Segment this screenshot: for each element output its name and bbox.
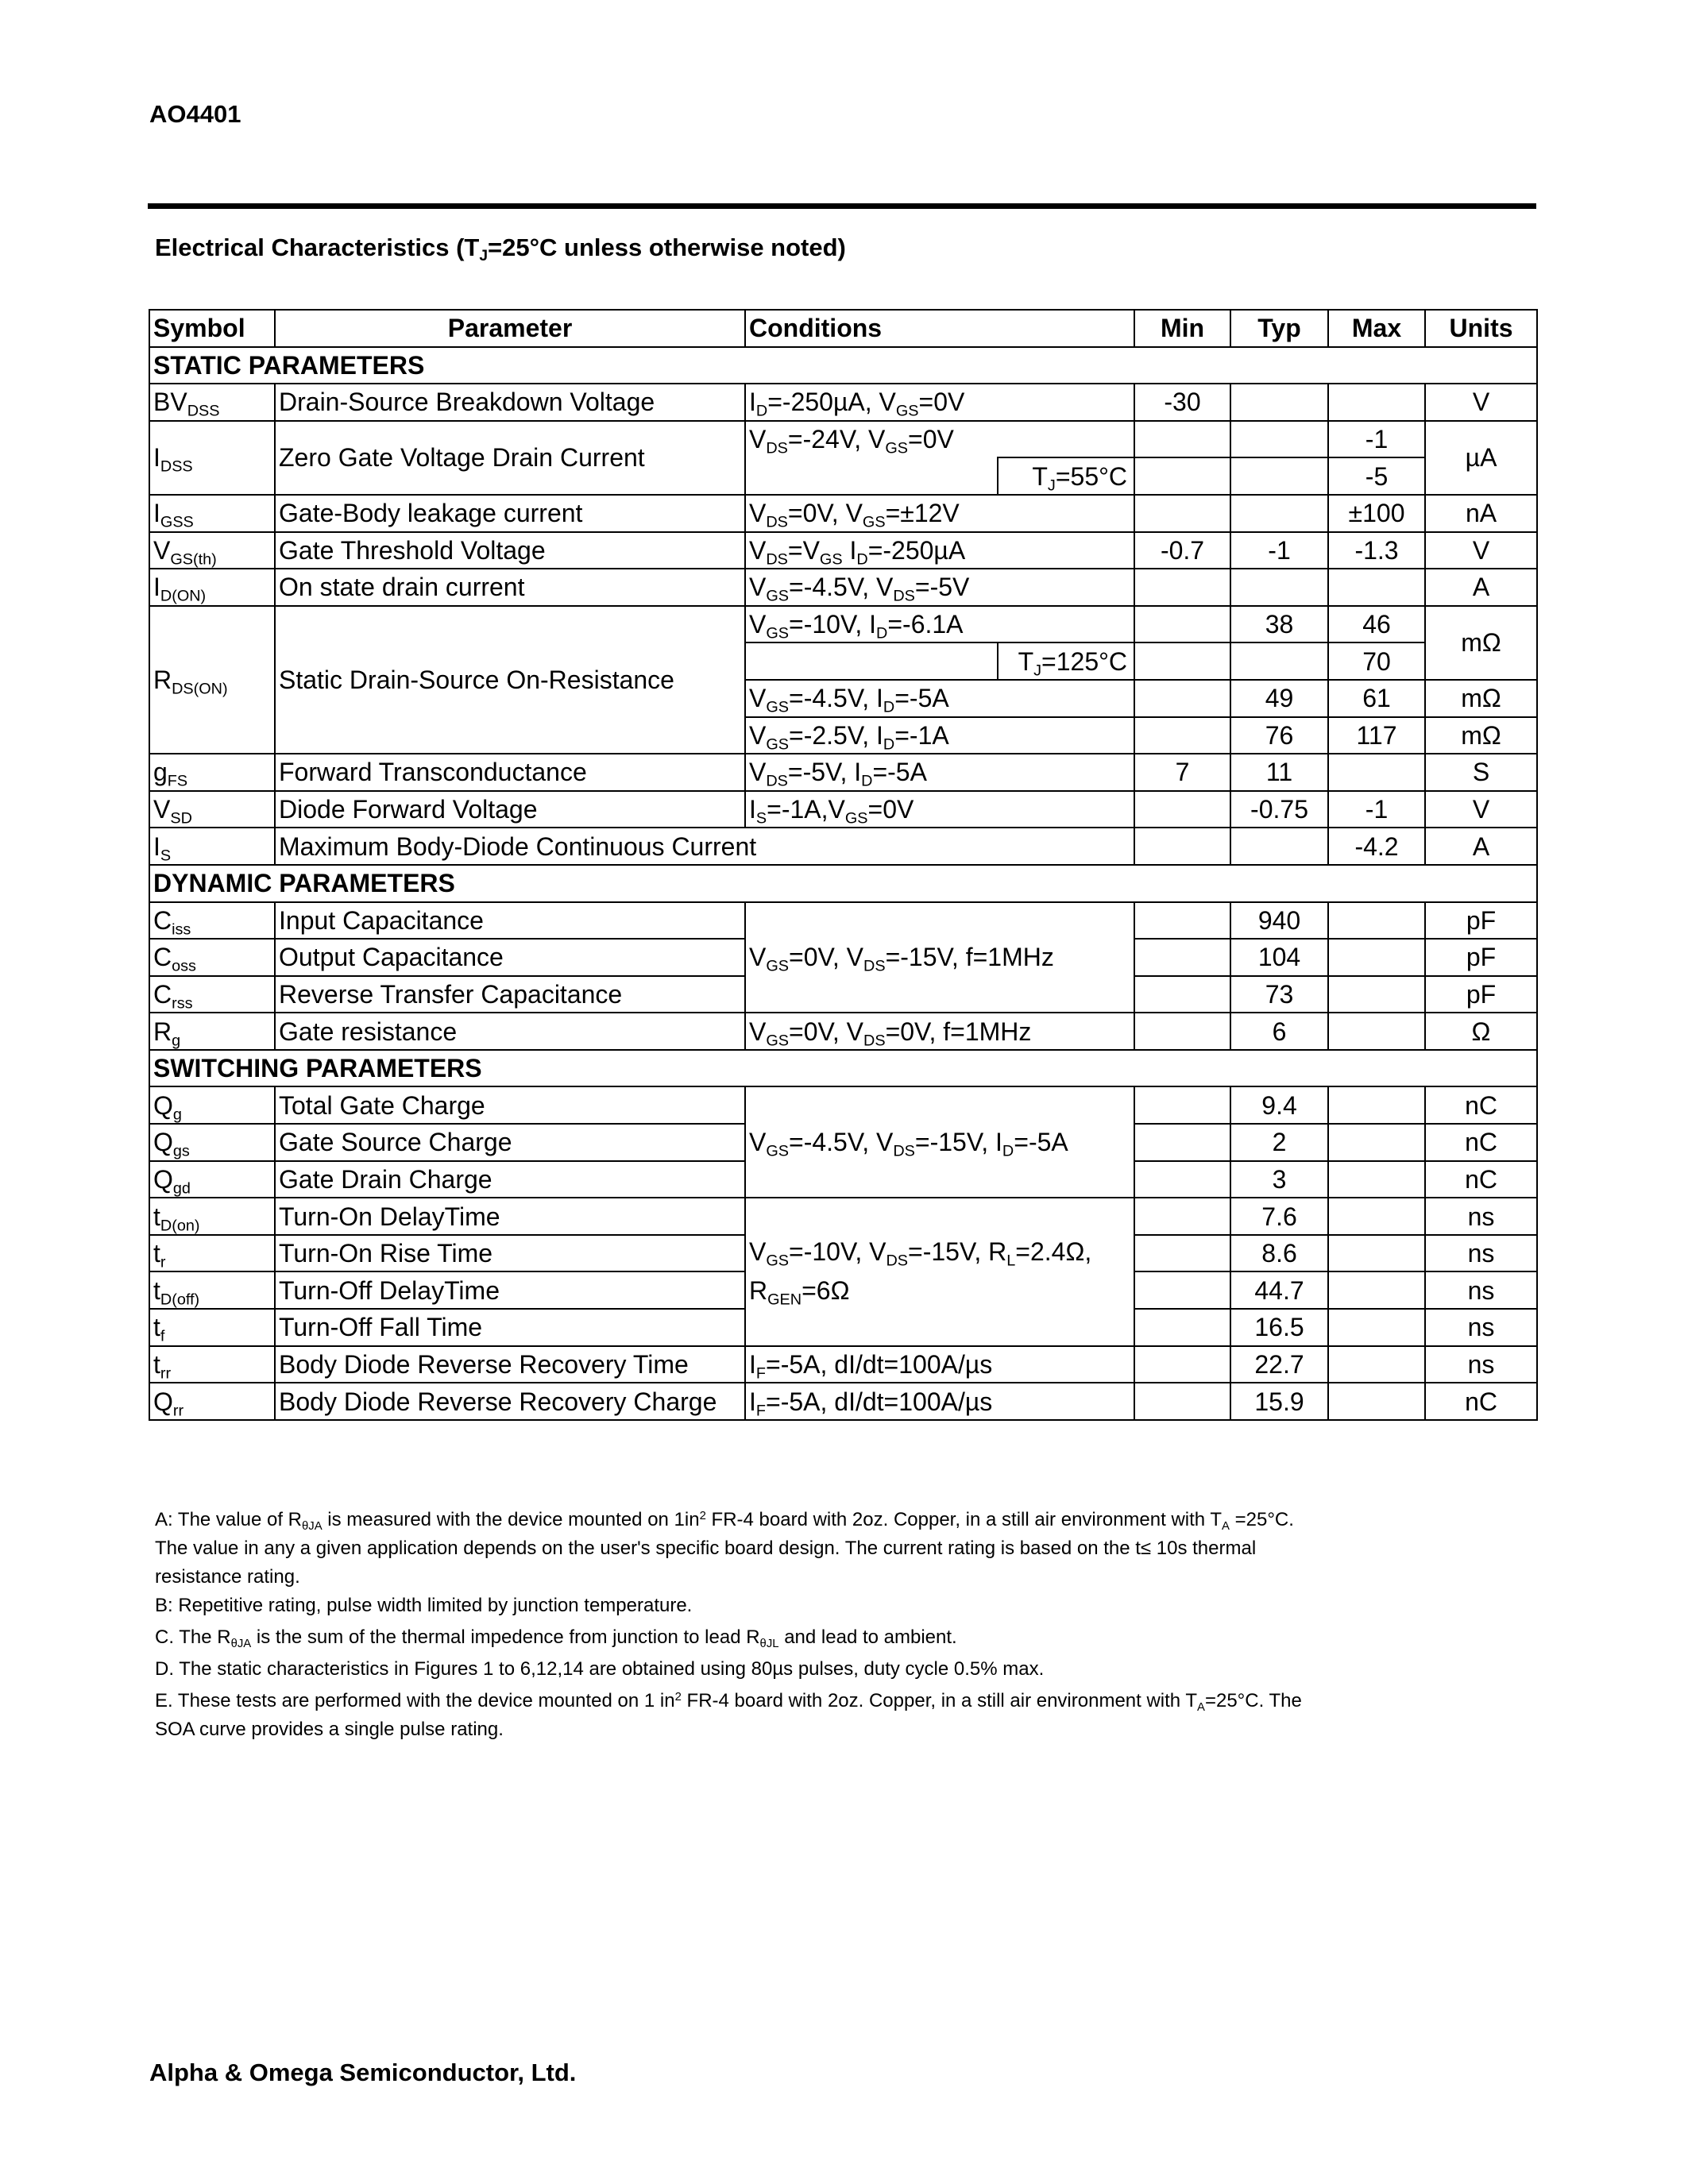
max-cell (1328, 1235, 1425, 1272)
symbol-cell: $I_{DSS}$ (149, 421, 275, 495)
conditions-cell: $V_{GS}=-10V$, $V_{DS}=-15V$, $R_L=2.4\Omega$, $R_{GEN}=6\Omega$ (745, 1198, 1134, 1345)
table-row-ciss (149, 902, 1537, 940)
max-cell (1328, 1198, 1425, 1235)
units-cell: V (1425, 791, 1537, 828)
typ-cell: 49 (1230, 680, 1328, 717)
conditions-cell: $I_F=-5A$, dI/dt=100A/µs (745, 1383, 1134, 1420)
min-cell (1134, 1013, 1230, 1050)
units-cell: ns (1425, 1309, 1537, 1346)
parameter-cell: Drain-Source Breakdown Voltage (275, 384, 745, 421)
table-row-tdon (149, 1198, 1537, 1235)
note-e: E. These tests are performed with the device mounted on 1 $in^2$ FR-4 board with 2oz. Copper, in a still air environment with $T_A=25^\circ C$. The (155, 1690, 1302, 1714)
note-e-line2: SOA curve provides a single pulse rating. (155, 1719, 504, 1740)
typ-cell: 76 (1230, 717, 1328, 754)
typ-cell: 2 (1230, 1124, 1328, 1161)
symbol-cell: $Q_g$ (149, 1086, 275, 1124)
note-b: B: Repetitive rating, pulse width limited by junction temperature. (155, 1595, 693, 1616)
max-cell: 117 (1328, 717, 1425, 754)
table-row-bvdss (149, 384, 1537, 421)
electrical-characteristics-table (149, 309, 1538, 1421)
parameter-cell: Turn-On Rise Time (275, 1235, 745, 1272)
parameter-cell: Gate Drain Charge (275, 1161, 745, 1198)
typ-cell: 3 (1230, 1161, 1328, 1198)
max-cell (1328, 1346, 1425, 1383)
conditions-cell: $V_{GS}=0V$, $V_{DS}=-15V$, f=1MHz (745, 902, 1134, 1013)
table-row-trr (149, 1346, 1537, 1383)
parameter-cell: Output Capacitance (275, 939, 745, 976)
section-row-static (149, 347, 1537, 384)
min-cell (1134, 1309, 1230, 1346)
min-cell (1134, 1124, 1230, 1161)
typ-cell (1230, 828, 1328, 865)
symbol-cell: $R_{DS(ON)}$ (149, 606, 275, 754)
units-cell: A (1425, 828, 1537, 865)
max-cell (1328, 1271, 1425, 1309)
typ-cell (1230, 384, 1328, 421)
note-d: D. The static characteristics in Figures 1 to 6,12,14 are obtained using 80µs pulses, duty cycle 0.5% max. (155, 1658, 1045, 1680)
section-switching: SWITCHING PARAMETERS (149, 1050, 1537, 1087)
header-min: Min (1134, 310, 1230, 347)
symbol-cell: $I_{GSS}$ (149, 495, 275, 532)
part-number: AO4401 (149, 100, 241, 128)
min-cell (1134, 421, 1230, 458)
section-static: STATIC PARAMETERS (149, 347, 1537, 384)
parameter-cell: On state drain current (275, 569, 745, 606)
symbol-cell: $Q_{rr}$ (149, 1383, 275, 1420)
units-cell: nC (1425, 1124, 1537, 1161)
parameter-cell: Static Drain-Source On-Resistance (275, 606, 745, 754)
symbol-cell: $Q_{gs}$ (149, 1124, 275, 1161)
min-cell: 7 (1134, 754, 1230, 791)
units-cell: ns (1425, 1271, 1537, 1309)
parameter-cell: Total Gate Charge (275, 1086, 745, 1124)
header-row (149, 310, 1537, 347)
units-cell: ns (1425, 1198, 1537, 1235)
symbol-cell: $C_{rss}$ (149, 976, 275, 1013)
typ-cell (1230, 569, 1328, 606)
table-row-idon (149, 569, 1537, 606)
symbol-cell: $V_{SD}$ (149, 791, 275, 828)
max-cell: -1 (1328, 791, 1425, 828)
typ-cell: 38 (1230, 606, 1328, 643)
units-cell: mΩ (1425, 717, 1537, 754)
conditions-cell: $V_{DS}=V_{GS}$ $I_D=-250\mu A$ (745, 532, 1134, 569)
units-cell: V (1425, 384, 1537, 421)
units-cell: pF (1425, 976, 1537, 1013)
note-c: C. The $R_{\theta JA}$ is the sum of the thermal impedence from junction to lead $R_{\theta JL}$ and lead to ambient. (155, 1626, 957, 1650)
header-max: Max (1328, 310, 1425, 347)
min-cell (1134, 1161, 1230, 1198)
section-title-sub: J (479, 248, 489, 265)
symbol-cell: $t_{D(off)}$ (149, 1271, 275, 1309)
header-parameter: Parameter (275, 310, 745, 347)
note-a: A: The value of $R_{\theta JA}$ is measured with the device mounted on $1in^2$ FR-4 board with 2oz. Copper, in a still air environment with $T_A =25^\circ C$. (155, 1509, 1294, 1533)
header-typ: Typ (1230, 310, 1328, 347)
units-cell: S (1425, 754, 1537, 791)
max-cell: -1 (1328, 421, 1425, 458)
header-rule (148, 203, 1536, 209)
min-cell (1134, 457, 1230, 495)
typ-cell: 6 (1230, 1013, 1328, 1050)
max-cell (1328, 1383, 1425, 1420)
typ-cell: 44.7 (1230, 1271, 1328, 1309)
min-cell (1134, 902, 1230, 940)
typ-cell: 9.4 (1230, 1086, 1328, 1124)
conditions-cell: $V_{DS}=-24V$, $V_{GS}=0V$ (745, 421, 1134, 458)
parameter-cell: Gate Threshold Voltage (275, 532, 745, 569)
parameter-cell: Reverse Transfer Capacitance (275, 976, 745, 1013)
table-row-vgsth (149, 532, 1537, 569)
max-cell (1328, 1124, 1425, 1161)
parameter-cell: Gate-Body leakage current (275, 495, 745, 532)
max-cell: -5 (1328, 457, 1425, 495)
parameter-cell: Maximum Body-Diode Continuous Current (275, 828, 1134, 865)
header-units: Units (1425, 310, 1537, 347)
min-cell (1134, 791, 1230, 828)
conditions-cell: $I_D=-250\mu A$, $V_{GS}=0V$ (745, 384, 1134, 421)
table-row-qg (149, 1086, 1537, 1124)
footer-company-name: Alpha & Omega Semiconductor, Ltd. (149, 2059, 577, 2086)
symbol-cell: $C_{iss}$ (149, 902, 275, 940)
min-cell (1134, 976, 1230, 1013)
table-row-gfs (149, 754, 1537, 791)
units-cell: nC (1425, 1086, 1537, 1124)
min-cell (1134, 1346, 1230, 1383)
typ-cell: 7.6 (1230, 1198, 1328, 1235)
symbol-cell: $t_{D(on)}$ (149, 1198, 275, 1235)
min-cell (1134, 828, 1230, 865)
typ-cell: 15.9 (1230, 1383, 1328, 1420)
table-row-rg (149, 1013, 1537, 1050)
max-cell: 70 (1328, 642, 1425, 680)
units-cell: mΩ (1425, 680, 1537, 717)
symbol-cell: $t_r$ (149, 1235, 275, 1272)
section-row-switching (149, 1050, 1537, 1087)
note-a-line2: The value in any a given application depends on the user's specific board design. The current rating is based on the t≤ 10s thermal (155, 1538, 1257, 1559)
footnotes (155, 1506, 1474, 1744)
max-cell (1328, 1309, 1425, 1346)
conditions-cell: $V_{GS}=0V$, $V_{DS}=0V$, f=1MHz (745, 1013, 1134, 1050)
units-cell: nC (1425, 1161, 1537, 1198)
parameter-cell: Zero Gate Voltage Drain Current (275, 421, 745, 495)
typ-cell (1230, 642, 1328, 680)
min-cell (1134, 642, 1230, 680)
min-cell (1134, 569, 1230, 606)
max-cell (1328, 569, 1425, 606)
parameter-cell: Body Diode Reverse Recovery Time (275, 1346, 745, 1383)
min-cell (1134, 680, 1230, 717)
min-cell (1134, 1235, 1230, 1272)
symbol-cell: $I_S$ (149, 828, 275, 865)
typ-cell: -1 (1230, 532, 1328, 569)
section-dynamic: DYNAMIC PARAMETERS (149, 865, 1537, 902)
max-cell (1328, 1161, 1425, 1198)
section-title-text: Electrical Characteristics (T (155, 233, 480, 261)
parameter-cell: Gate resistance (275, 1013, 745, 1050)
section-title-tail: =25°C unless otherwise noted) (488, 233, 846, 261)
conditions-tj-cell: $T_J=55^\circ C$ (998, 457, 1134, 495)
symbol-cell: $t_{rr}$ (149, 1346, 275, 1383)
typ-cell (1230, 421, 1328, 458)
conditions-blank-cell (745, 457, 998, 495)
min-cell (1134, 1383, 1230, 1420)
conditions-cell: $V_{GS}=-4.5V$, $I_D=-5A$ (745, 680, 1134, 717)
note-a-line3: resistance rating. (155, 1566, 300, 1588)
symbol-cell: $R_g$ (149, 1013, 275, 1050)
min-cell (1134, 606, 1230, 643)
max-cell (1328, 902, 1425, 940)
symbol-cell: $t_f$ (149, 1309, 275, 1346)
typ-cell (1230, 457, 1328, 495)
conditions-tj-cell: $T_J=125^\circ C$ (998, 642, 1134, 680)
parameter-cell: Turn-Off DelayTime (275, 1271, 745, 1309)
table-row-rdson-a (149, 606, 1537, 643)
parameter-cell: Forward Transconductance (275, 754, 745, 791)
max-cell (1328, 1086, 1425, 1124)
max-cell (1328, 976, 1425, 1013)
units-cell: pF (1425, 939, 1537, 976)
units-cell: ns (1425, 1346, 1537, 1383)
min-cell (1134, 1271, 1230, 1309)
max-cell: 46 (1328, 606, 1425, 643)
conditions-cell: $I_S=-1A,V_{GS}=0V$ (745, 791, 1134, 828)
typ-cell (1230, 495, 1328, 532)
units-cell: Ω (1425, 1013, 1537, 1050)
min-cell (1134, 495, 1230, 532)
symbol-cell: $I_{D(ON)}$ (149, 569, 275, 606)
typ-cell: 22.7 (1230, 1346, 1328, 1383)
min-cell (1134, 939, 1230, 976)
symbol-cell: $g_{FS}$ (149, 754, 275, 791)
parameter-cell: Body Diode Reverse Recovery Charge (275, 1383, 745, 1420)
units-cell: pF (1425, 902, 1537, 940)
header-conditions: Conditions (745, 310, 1134, 347)
min-cell: -30 (1134, 384, 1230, 421)
typ-cell: 73 (1230, 976, 1328, 1013)
conditions-cell: $V_{GS}=-4.5V$, $V_{DS}=-15V$, $I_D=-5A$ (745, 1086, 1134, 1198)
max-cell (1328, 384, 1425, 421)
table-row-is (149, 828, 1537, 865)
table-row-qrr (149, 1383, 1537, 1420)
max-cell: -4.2 (1328, 828, 1425, 865)
parameter-cell: Gate Source Charge (275, 1124, 745, 1161)
typ-cell: -0.75 (1230, 791, 1328, 828)
parameter-cell: Diode Forward Voltage (275, 791, 745, 828)
symbol-cell: $V_{GS(th)}$ (149, 532, 275, 569)
max-cell: -1.3 (1328, 532, 1425, 569)
min-cell: -0.7 (1134, 532, 1230, 569)
table-row-vsd (149, 791, 1537, 828)
conditions-cell: $V_{DS}=0V$, $V_{GS}=\pm 12V$ (745, 495, 1134, 532)
conditions-cell: $V_{GS}=-10V$, $I_D=-6.1A$ (745, 606, 1134, 643)
typ-cell: 11 (1230, 754, 1328, 791)
min-cell (1134, 1198, 1230, 1235)
max-cell: 61 (1328, 680, 1425, 717)
typ-cell: 8.6 (1230, 1235, 1328, 1272)
min-cell (1134, 1086, 1230, 1124)
typ-cell: 940 (1230, 902, 1328, 940)
units-cell: µA (1425, 421, 1537, 495)
symbol-cell: $C_{oss}$ (149, 939, 275, 976)
table-row-idss (149, 421, 1537, 458)
parameter-cell: Turn-Off Fall Time (275, 1309, 745, 1346)
header-symbol: Symbol (149, 310, 275, 347)
conditions-blank-cell (745, 642, 998, 680)
parameter-cell: Input Capacitance (275, 902, 745, 940)
symbol-cell: $BV_{DSS}$ (149, 384, 275, 421)
parameter-cell: Turn-On DelayTime (275, 1198, 745, 1235)
conditions-cell: $V_{DS}=-5V$, $I_D=-5A$ (745, 754, 1134, 791)
conditions-cell: $I_F=-5A$, dI/dt=100A/µs (745, 1346, 1134, 1383)
max-cell (1328, 939, 1425, 976)
typ-cell: 104 (1230, 939, 1328, 976)
units-cell: mΩ (1425, 606, 1537, 680)
max-cell: ±100 (1328, 495, 1425, 532)
typ-cell: 16.5 (1230, 1309, 1328, 1346)
conditions-cell: $V_{GS}=-4.5V$, $V_{DS}=-5V$ (745, 569, 1134, 606)
max-cell (1328, 1013, 1425, 1050)
units-cell: nC (1425, 1383, 1537, 1420)
units-cell: A (1425, 569, 1537, 606)
table-row-igss (149, 495, 1537, 532)
units-cell: V (1425, 532, 1537, 569)
units-cell: ns (1425, 1235, 1537, 1272)
units-cell: nA (1425, 495, 1537, 532)
symbol-cell: $Q_{gd}$ (149, 1161, 275, 1198)
section-row-dynamic (149, 865, 1537, 902)
min-cell (1134, 717, 1230, 754)
max-cell (1328, 754, 1425, 791)
section-title (155, 233, 846, 265)
conditions-cell: $V_{GS}=-2.5V$, $I_D=-1A$ (745, 717, 1134, 754)
